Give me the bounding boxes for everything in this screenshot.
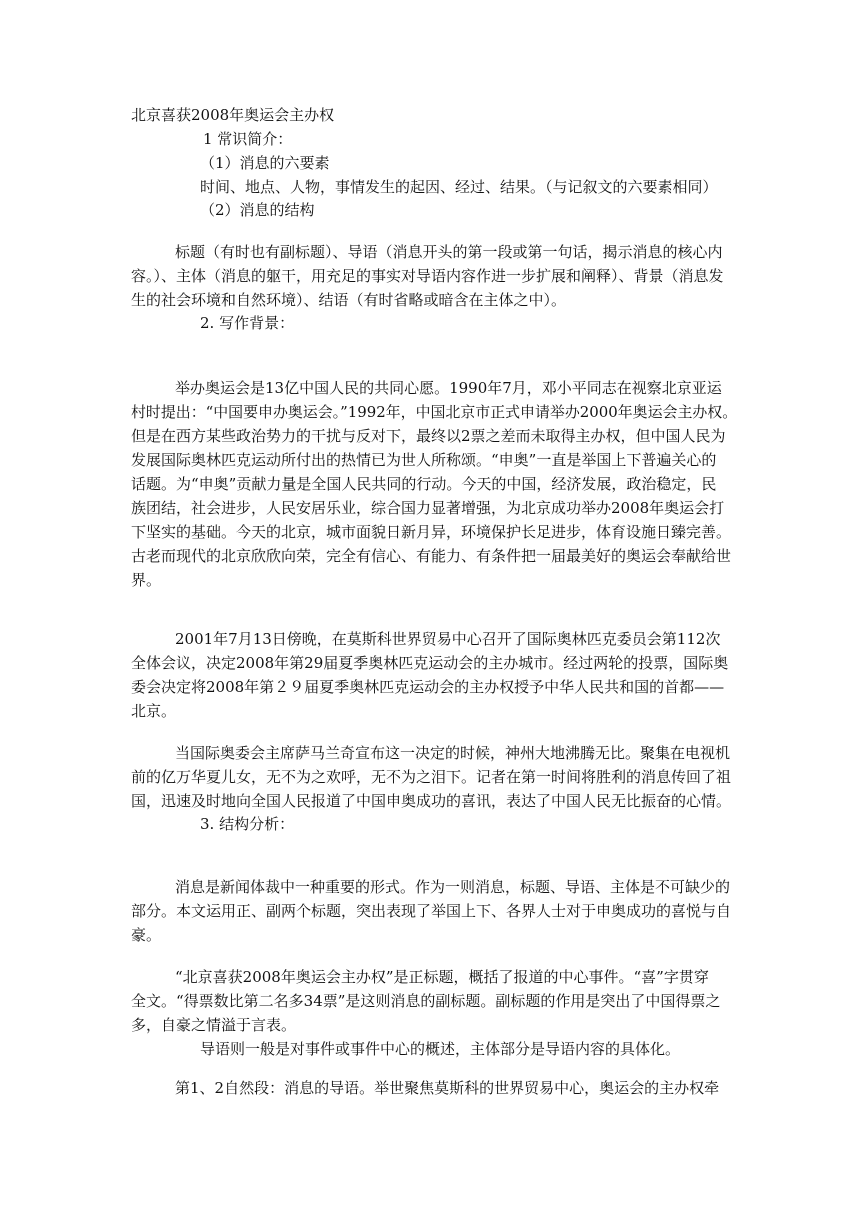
text-line: 但是在西方某些政治势力的干扰与反对下，最终以2票之差而未取得主办权，但中国人民为	[131, 427, 726, 445]
text-line: 北京。	[131, 702, 177, 720]
text-line: 下坚实的基础。今天的北京，城市面貌日新月异，环境保护长足进步，体育设施日臻完善。	[131, 523, 732, 541]
text-line: 村时提出：“中国要申办奥运会。”1992年，中国北京市正式申请举办2000年奥运会主办权。	[131, 403, 738, 421]
subsection-heading: （1）消息的六要素	[200, 154, 330, 172]
text-line: “北京喜获2008年奥运会主办权”是正标题，概括了报道的中心事件。“喜”字贯穿	[175, 968, 709, 986]
text-line: 古老而现代的北京欣欣向荣，完全有信心、有能力、有条件把一届最美好的奥运会奉献给世	[131, 547, 732, 565]
text-line: 当国际奥委会主席萨马兰奇宣布这一决定的时候，神州大地沸腾无比。聚集在电视机	[175, 744, 731, 762]
text-line: 委会决定将2008年第２９届夏季奥林匹克运动会的主办权授予中华人民共和国的首都——	[131, 678, 725, 696]
text-line: 话题。为“申奥”贡献力量是全国人民共同的行动。今天的中国，经济发展，政治稳定，民	[131, 475, 717, 493]
text-line: 第1、2自然段：消息的导语。举世聚焦莫斯科的世界贸易中心，奥运会的主办权牵	[175, 1079, 720, 1097]
text-line: 前的亿万华夏儿女，无不为之欢呼，无不为之泪下。记者在第一时间将胜利的消息传回了祖	[131, 768, 732, 786]
text-line: 举办奥运会是13亿中国人民的共同心愿。1990年7月，邓小平同志在视察北京亚运	[175, 379, 722, 397]
document-title: 北京喜获2008年奥运会主办权	[131, 106, 335, 124]
text-line: 豪。	[131, 926, 162, 944]
text-line: 族团结，社会进步，人民安居乐业，综合国力显著增强，为北京成功举办2008年奥运会打	[131, 499, 725, 517]
text-line: 全体会议，决定2008年第29届夏季奥林匹克运动会的主办城市。经过两轮的投票，国际奥	[131, 654, 729, 672]
text-line: 容。）、主体（消息的躯干，用充足的事实对导语内容作进一步扩展和阐释）、背景（消息发	[131, 267, 724, 285]
text-line: 多，自豪之情溢于言表。	[131, 1016, 297, 1034]
text-line: 国，迅速及时地向全国人民报道了中国申奥成功的喜讯，表达了中国人民无比振奋的心情。	[131, 792, 732, 810]
section-heading: 2. 写作背景：	[200, 314, 295, 332]
text-line: 全文。“得票数比第二名多34票”是这则消息的副标题。副标题的作用是突出了中国得票之	[131, 992, 721, 1010]
text-line: 界。	[131, 571, 162, 589]
section-heading: 3. 结构分析：	[200, 815, 295, 833]
text-line: 标题（有时也有副标题）、导语（消息开头的第一段或第一句话，揭示消息的核心内	[175, 243, 723, 261]
text-line: 导语则一般是对事件或事件中心的概述，主体部分是导语内容的具体化。	[200, 1040, 681, 1058]
subsection-heading: （2）消息的结构	[200, 201, 315, 219]
text-line: 时间、地点、人物，事情发生的起因、经过、结果。（与记叙文的六要素相同）	[200, 178, 718, 196]
section-heading: 1 常识简介：	[203, 130, 293, 148]
text-line: 部分。本文运用正、副两个标题，突出表现了举国上下、各界人士对于申奥成功的喜悦与自	[131, 902, 732, 920]
text-line: 生的社会环境和自然环境）、结语（有时省略或暗含在主体之中）。	[131, 291, 567, 309]
text-line: 消息是新闻体裁中一种重要的形式。作为一则消息，标题、导语、主体是不可缺少的	[175, 878, 731, 896]
text-line: 2001年7月13日傍晚，在莫斯科世界贸易中心召开了国际奥林匹克委员会第112次	[175, 630, 721, 648]
text-line: 发展国际奥林匹克运动所付出的热情已为世人所称颂。“申奥”一直是举国上下普遍关心的	[131, 451, 717, 469]
